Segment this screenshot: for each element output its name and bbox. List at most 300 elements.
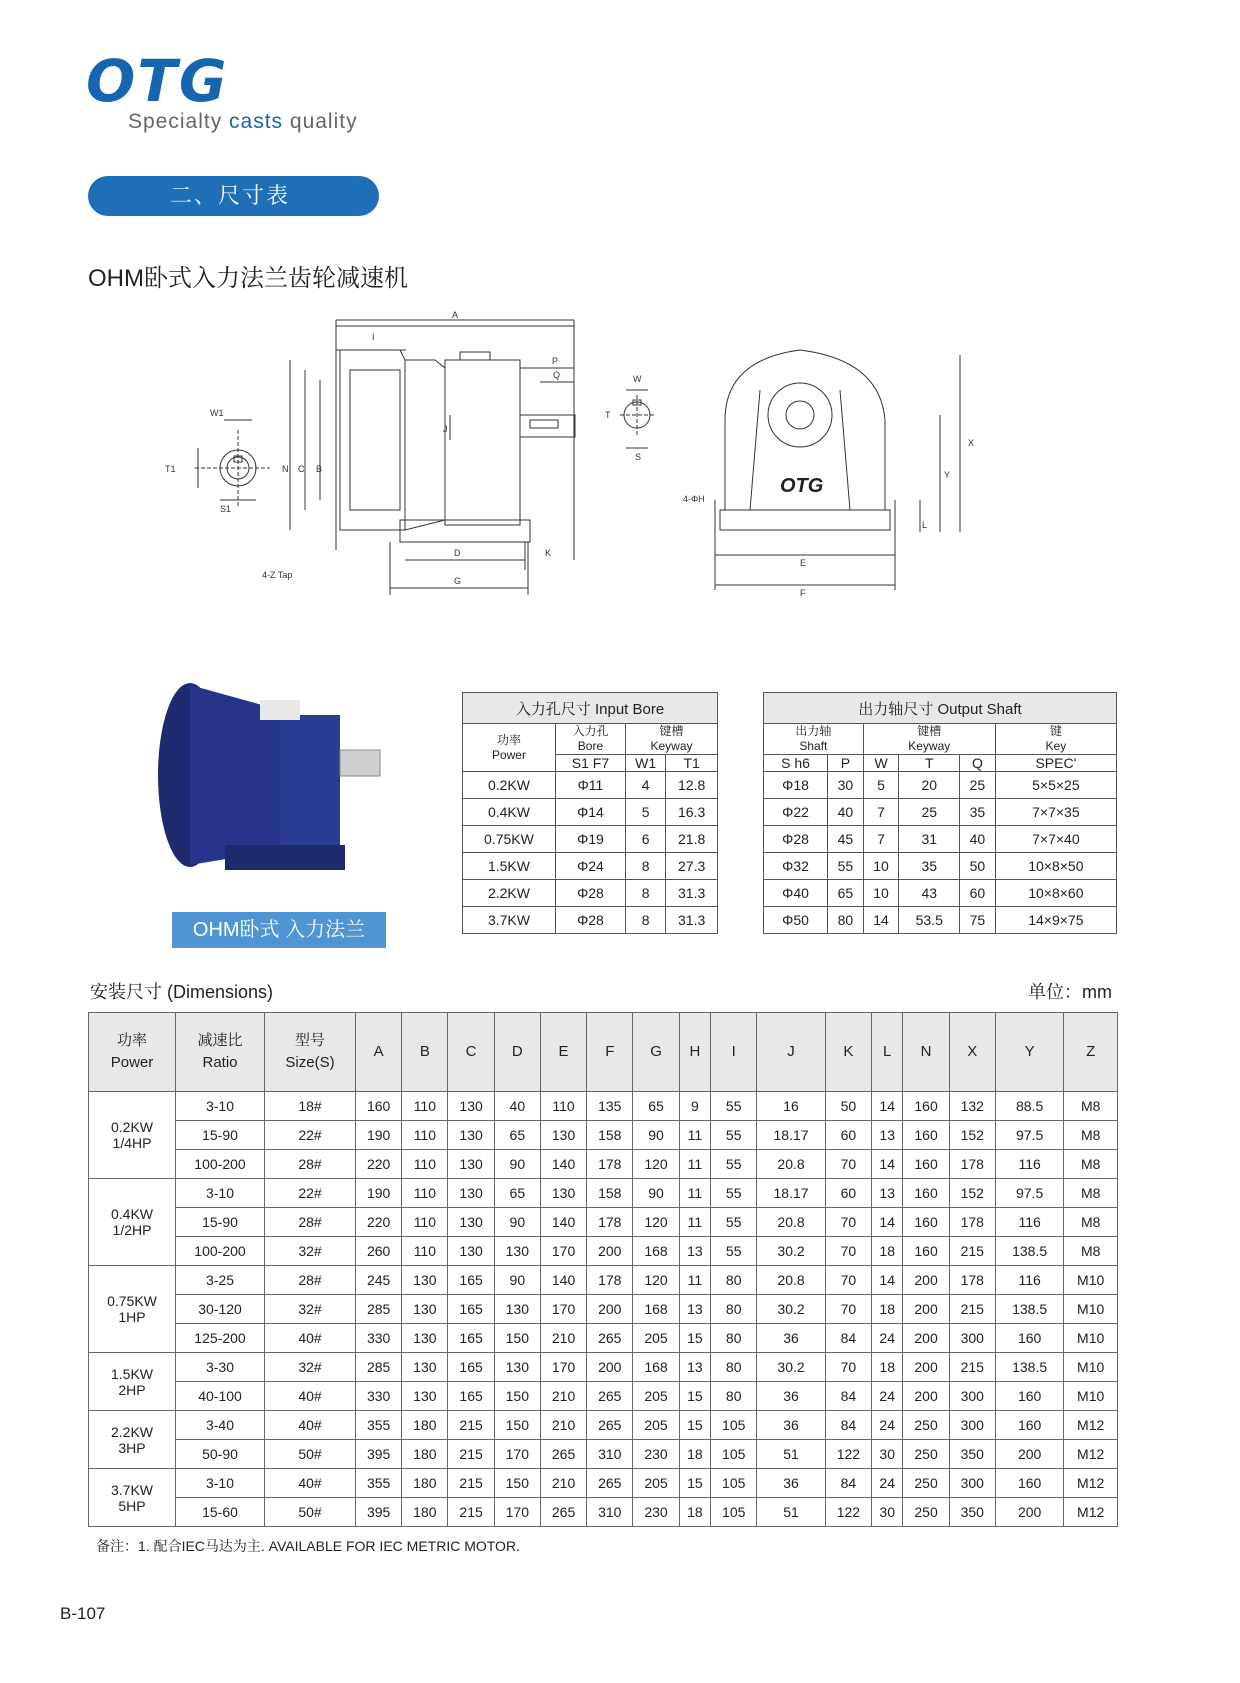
table-cell: 13 (679, 1295, 710, 1324)
table-cell: 152 (949, 1179, 995, 1208)
table-cell: M10 (1064, 1353, 1118, 1382)
table-cell: 40# (265, 1469, 356, 1498)
table-cell: 100-200 (176, 1237, 265, 1266)
dim-label-y: Y (944, 470, 951, 480)
table-cell: 30 (871, 1440, 902, 1469)
dim-label-g: G (454, 576, 462, 586)
table-cell: 31.3 (666, 880, 718, 907)
table-cell: 14 (871, 1092, 902, 1121)
table-cell: 120 (633, 1208, 679, 1237)
table-cell: 130 (448, 1208, 494, 1237)
table-cell: 84 (825, 1324, 871, 1353)
table-cell: 18.17 (757, 1179, 825, 1208)
table-cell: 5 (626, 799, 666, 826)
table-cell: 22# (265, 1179, 356, 1208)
table-cell: 10 (863, 853, 899, 880)
dims-header-power: 功率 Power (89, 1013, 176, 1092)
dim-label-n: N (282, 464, 289, 474)
dims-col-header: N (903, 1013, 949, 1092)
table-cell: 5 (863, 772, 899, 799)
table-cell: 215 (949, 1295, 995, 1324)
table-cell: 215 (448, 1469, 494, 1498)
table-cell: 210 (540, 1469, 586, 1498)
input-bore-table (462, 692, 718, 934)
table-cell: 110 (402, 1150, 448, 1179)
table-cell: 14 (863, 907, 899, 934)
table-cell: 7 (863, 799, 899, 826)
table-row (463, 880, 718, 907)
table-cell: 200 (903, 1295, 949, 1324)
power-group-cell (89, 1411, 176, 1469)
table-cell: 84 (825, 1469, 871, 1498)
table-cell: 22# (265, 1121, 356, 1150)
table-cell: 160 (903, 1237, 949, 1266)
gear-housing-taper (405, 360, 445, 530)
dims-header-ratio: 减速比 Ratio (176, 1013, 265, 1092)
table-cell: 55 (711, 1208, 757, 1237)
table-cell: 160 (903, 1121, 949, 1150)
input-col-header: S1 F7 (555, 755, 625, 772)
table-cell: 5×5×25 (995, 772, 1116, 799)
dim-label-e: E (800, 558, 807, 568)
table-cell: 190 (356, 1179, 402, 1208)
table-cell: 18 (871, 1295, 902, 1324)
table-cell: M12 (1064, 1440, 1118, 1469)
table-cell: 395 (356, 1440, 402, 1469)
table-cell: 132 (949, 1092, 995, 1121)
table-cell: 55 (711, 1179, 757, 1208)
power-group-cell (89, 1469, 176, 1527)
table-cell: 210 (540, 1324, 586, 1353)
table-cell: 24 (871, 1324, 902, 1353)
table-cell: M8 (1064, 1092, 1118, 1121)
input-col-header: W1 (626, 755, 666, 772)
table-cell: 60 (825, 1121, 871, 1150)
table-cell: 160 (903, 1092, 949, 1121)
table-cell: 50# (265, 1498, 356, 1527)
table-cell: 18 (679, 1440, 710, 1469)
table-cell: Φ11 (555, 772, 625, 799)
table-cell: 168 (633, 1295, 679, 1324)
table-cell: 265 (587, 1324, 633, 1353)
table-cell: 55 (711, 1150, 757, 1179)
table-cell: 31 (899, 826, 960, 853)
table-cell: M8 (1064, 1208, 1118, 1237)
table-cell: 70 (825, 1150, 871, 1179)
table-cell: 200 (587, 1237, 633, 1266)
table-cell: 105 (711, 1411, 757, 1440)
table-cell: 32# (265, 1295, 356, 1324)
table-cell: 200 (903, 1324, 949, 1353)
table-cell: 50# (265, 1440, 356, 1469)
table-cell: M12 (1064, 1498, 1118, 1527)
table-cell: 110 (402, 1092, 448, 1121)
dim-label-j: J (443, 424, 448, 434)
power-kw: 0.75KW (107, 1293, 157, 1309)
table-cell: 3-25 (176, 1266, 265, 1295)
table-cell: 51 (757, 1440, 825, 1469)
table-row (89, 1353, 1118, 1382)
dim-label-i: I (372, 332, 375, 342)
table-cell: 20 (899, 772, 960, 799)
table-cell: 3-30 (176, 1353, 265, 1382)
output-shaft (520, 415, 575, 437)
table-cell: 230 (633, 1498, 679, 1527)
table-cell: 88.5 (995, 1092, 1063, 1121)
table-cell: 105 (711, 1440, 757, 1469)
table-cell: 140 (540, 1266, 586, 1295)
table-cell: 15-90 (176, 1208, 265, 1237)
dim-label-t: T (605, 410, 611, 420)
table-cell: 116 (995, 1150, 1063, 1179)
table-cell: M12 (1064, 1469, 1118, 1498)
table-cell: M8 (1064, 1179, 1118, 1208)
table-cell: 200 (587, 1353, 633, 1382)
power-kw: 3.7KW (110, 1481, 153, 1498)
table-cell: 210 (540, 1411, 586, 1440)
table-cell: Φ32 (764, 853, 828, 880)
table-cell: 160 (903, 1179, 949, 1208)
table-cell: 250 (903, 1411, 949, 1440)
power-hp: 3HP (118, 1439, 146, 1456)
table-row (89, 1411, 1118, 1440)
dim-label-w1: W1 (210, 408, 224, 418)
table-cell: M10 (1064, 1324, 1118, 1353)
input-table-title: 入力孔尺寸 Input Bore (463, 693, 718, 724)
table-row (463, 853, 718, 880)
table-row (764, 799, 1117, 826)
dimensions-table (88, 1012, 1118, 1527)
table-row (764, 772, 1117, 799)
table-cell: 60 (960, 880, 996, 907)
unit-label: 单位：mm (1028, 982, 1112, 1002)
input-flange-face (350, 370, 400, 510)
table-cell: 220 (356, 1208, 402, 1237)
table-cell: 18 (871, 1237, 902, 1266)
dims-col-header: A (356, 1013, 402, 1092)
table-cell: 40-100 (176, 1382, 265, 1411)
table-cell: 8 (626, 853, 666, 880)
table-cell: 40 (494, 1092, 540, 1121)
dim-label-b: B (316, 464, 323, 474)
table-cell: 28# (265, 1150, 356, 1179)
dim-label-h: 4-ΦH (683, 494, 705, 504)
mounting-foot (400, 520, 530, 542)
table-cell: 90 (633, 1179, 679, 1208)
table-cell: 180 (402, 1411, 448, 1440)
table-cell: 130 (494, 1295, 540, 1324)
power-hp: 5HP (118, 1497, 146, 1514)
table-cell: 130 (402, 1324, 448, 1353)
table-cell: 130 (448, 1237, 494, 1266)
table-cell: 150 (494, 1469, 540, 1498)
table-cell: 215 (448, 1498, 494, 1527)
table-cell: 220 (356, 1150, 402, 1179)
table-cell: 165 (448, 1266, 494, 1295)
table-cell: 30 (828, 772, 864, 799)
table-cell: 130 (448, 1092, 494, 1121)
table-cell: 8 (626, 880, 666, 907)
table-cell: 355 (356, 1411, 402, 1440)
table-cell: 20.8 (757, 1266, 825, 1295)
table-cell: 1.5KW (463, 853, 556, 880)
table-cell: 170 (540, 1295, 586, 1324)
table-cell: 53.5 (899, 907, 960, 934)
table-cell: 13 (679, 1237, 710, 1266)
technical-drawing (160, 310, 1040, 640)
table-cell: 10 (863, 880, 899, 907)
table-cell: 130 (540, 1179, 586, 1208)
table-cell: 165 (448, 1295, 494, 1324)
table-cell: M8 (1064, 1121, 1118, 1150)
gearbox-body (280, 715, 340, 850)
table-cell: 178 (949, 1266, 995, 1295)
table-cell: 40# (265, 1382, 356, 1411)
table-cell: 65 (494, 1179, 540, 1208)
table-cell: 18.17 (757, 1121, 825, 1150)
table-row (89, 1237, 1118, 1266)
table-cell: 43 (899, 880, 960, 907)
dim-label-a: A (452, 310, 459, 320)
dim-label-tap: 4-Z Tap (262, 570, 293, 580)
table-row (89, 1179, 1118, 1208)
nameplate (260, 700, 300, 720)
table-cell: 70 (825, 1208, 871, 1237)
table-cell: 24 (871, 1382, 902, 1411)
dims-col-header: D (494, 1013, 540, 1092)
table-row (89, 1382, 1118, 1411)
table-cell: 130 (402, 1266, 448, 1295)
table-cell: 130 (540, 1121, 586, 1150)
table-cell: 350 (949, 1498, 995, 1527)
table-cell: 80 (711, 1295, 757, 1324)
table-cell: 170 (540, 1237, 586, 1266)
table-cell: 90 (494, 1150, 540, 1179)
table-cell: 90 (494, 1208, 540, 1237)
drawing-logo: OTG (780, 475, 824, 497)
table-cell: 18# (265, 1092, 356, 1121)
table-cell: 110 (402, 1237, 448, 1266)
table-cell: 7×7×40 (995, 826, 1116, 853)
table-cell: 60 (825, 1179, 871, 1208)
table-cell: 130 (494, 1353, 540, 1382)
table-cell: 170 (540, 1353, 586, 1382)
table-cell: 215 (949, 1237, 995, 1266)
table-cell: 4 (626, 772, 666, 799)
table-row (764, 826, 1117, 853)
motor-foot (225, 845, 345, 870)
table-cell: 75 (960, 907, 996, 934)
product-caption: OHM卧式 入力法兰 (172, 912, 386, 948)
table-row (89, 1208, 1118, 1237)
table-cell: 55 (711, 1092, 757, 1121)
table-cell: 265 (587, 1382, 633, 1411)
power-kw: 1.5KW (110, 1365, 153, 1382)
table-cell: 13 (871, 1121, 902, 1150)
table-cell: 168 (633, 1353, 679, 1382)
front-shaft-boss (768, 383, 832, 447)
table-cell: 125-200 (176, 1324, 265, 1353)
table-cell: 90 (633, 1121, 679, 1150)
table-cell: 250 (903, 1469, 949, 1498)
table-cell: 180 (402, 1469, 448, 1498)
table-cell: 116 (995, 1208, 1063, 1237)
table-cell: Φ28 (555, 880, 625, 907)
table-cell: 265 (540, 1440, 586, 1469)
table-row (89, 1440, 1118, 1469)
table-cell: 210 (540, 1382, 586, 1411)
dim-label-s: S (635, 452, 642, 462)
table-cell: 285 (356, 1295, 402, 1324)
table-cell: 10×8×60 (995, 880, 1116, 907)
output-col-header: S h6 (764, 755, 828, 772)
table-cell: 138.5 (995, 1353, 1063, 1382)
table-cell: 15 (679, 1382, 710, 1411)
table-cell: 110 (402, 1121, 448, 1150)
gear-housing (445, 360, 520, 525)
output-col-header: SPEC' (995, 755, 1116, 772)
table-cell: 158 (587, 1179, 633, 1208)
table-cell: M10 (1064, 1295, 1118, 1324)
table-cell: 40# (265, 1324, 356, 1353)
table-cell: M10 (1064, 1266, 1118, 1295)
table-cell: Φ14 (555, 799, 625, 826)
table-cell: 200 (903, 1353, 949, 1382)
table-cell: 215 (448, 1411, 494, 1440)
table-cell: 32# (265, 1237, 356, 1266)
table-cell: 9 (679, 1092, 710, 1121)
table-cell: 84 (825, 1411, 871, 1440)
dims-col-header: B (402, 1013, 448, 1092)
dims-col-header: I (711, 1013, 757, 1092)
table-cell: 105 (711, 1498, 757, 1527)
section-title-banner: 二、尺寸表 (88, 176, 379, 216)
table-cell: 40 (960, 826, 996, 853)
table-cell: 30.2 (757, 1237, 825, 1266)
power-kw: 0.4KW (110, 1206, 153, 1222)
table-cell: Φ28 (555, 907, 625, 934)
table-cell: 120 (633, 1266, 679, 1295)
table-row (463, 772, 718, 799)
dims-col-header: H (679, 1013, 710, 1092)
table-cell: 11 (679, 1179, 710, 1208)
table-cell: 130 (448, 1179, 494, 1208)
table-cell: 330 (356, 1324, 402, 1353)
dimensions-heading: 安装尺寸 (Dimensions) (90, 982, 274, 1002)
output-table-title: 出力轴尺寸 Output Shaft (764, 693, 1117, 724)
table-cell: Φ24 (555, 853, 625, 880)
table-cell: 178 (587, 1266, 633, 1295)
table-cell: 160 (995, 1469, 1063, 1498)
table-cell: M10 (1064, 1382, 1118, 1411)
table-cell: 16.3 (666, 799, 718, 826)
table-cell: 80 (828, 907, 864, 934)
table-cell: 11 (679, 1150, 710, 1179)
table-cell: 55 (828, 853, 864, 880)
table-cell: 215 (949, 1353, 995, 1382)
dims-col-header: K (825, 1013, 871, 1092)
table-row (89, 1469, 1118, 1498)
table-cell: 110 (540, 1092, 586, 1121)
table-cell: 32# (265, 1353, 356, 1382)
table-cell: 70 (825, 1295, 871, 1324)
table-cell: 35 (899, 853, 960, 880)
table-cell: 13 (679, 1353, 710, 1382)
table-cell: 138.5 (995, 1237, 1063, 1266)
table-cell: M8 (1064, 1150, 1118, 1179)
table-cell: 190 (356, 1121, 402, 1150)
table-cell: 215 (448, 1440, 494, 1469)
power-group-cell (89, 1353, 176, 1411)
power-hp: 2HP (118, 1381, 146, 1398)
dims-col-header: G (633, 1013, 679, 1092)
table-cell: 168 (633, 1237, 679, 1266)
dim-label-c: C (298, 464, 305, 474)
table-cell: 150 (494, 1411, 540, 1440)
table-cell: 16 (757, 1092, 825, 1121)
table-cell: 3-10 (176, 1092, 265, 1121)
table-cell: 160 (995, 1411, 1063, 1440)
table-cell: 165 (448, 1324, 494, 1353)
table-cell: M8 (1064, 1237, 1118, 1266)
table-cell: 178 (949, 1208, 995, 1237)
input-header-power: 功率 Power (463, 724, 556, 772)
tagline-part: Specialty (128, 110, 230, 133)
table-cell: 178 (587, 1150, 633, 1179)
table-cell: 130 (448, 1150, 494, 1179)
table-cell: 150 (494, 1382, 540, 1411)
table-cell: 15 (679, 1469, 710, 1498)
table-cell: 25 (960, 772, 996, 799)
dims-col-header: L (871, 1013, 902, 1092)
dims-col-header: F (587, 1013, 633, 1092)
table-cell: 265 (540, 1498, 586, 1527)
table-cell: 205 (633, 1324, 679, 1353)
table-cell: 14×9×75 (995, 907, 1116, 934)
table-cell: Φ22 (764, 799, 828, 826)
output-shaft-table (763, 692, 1117, 934)
tagline-part-casts: casts (229, 110, 284, 133)
table-cell: 300 (949, 1411, 995, 1440)
table-cell: 200 (903, 1266, 949, 1295)
table-cell: 15-60 (176, 1498, 265, 1527)
table-cell: 55 (711, 1121, 757, 1150)
table-cell: 25 (899, 799, 960, 826)
table-cell: 160 (995, 1382, 1063, 1411)
table-cell: 200 (995, 1498, 1063, 1527)
table-cell: 18 (679, 1498, 710, 1527)
table-row (89, 1266, 1118, 1295)
table-cell: 24 (871, 1469, 902, 1498)
table-row (89, 1121, 1118, 1150)
table-cell: Φ19 (555, 826, 625, 853)
table-cell: 65 (828, 880, 864, 907)
table-cell: 355 (356, 1469, 402, 1498)
dims-col-header: X (949, 1013, 995, 1092)
table-cell: 250 (903, 1498, 949, 1527)
table-cell: 160 (356, 1092, 402, 1121)
table-cell: 122 (825, 1498, 871, 1527)
power-group-cell (89, 1092, 176, 1179)
table-cell: 300 (949, 1324, 995, 1353)
table-cell: 3-40 (176, 1411, 265, 1440)
output-col-header: Q (960, 755, 996, 772)
input-header-bore: 入力孔 Bore (555, 724, 625, 755)
power-group-cell (89, 1266, 176, 1353)
table-cell: 205 (633, 1411, 679, 1440)
input-col-header: T1 (666, 755, 718, 772)
table-cell: 200 (995, 1440, 1063, 1469)
